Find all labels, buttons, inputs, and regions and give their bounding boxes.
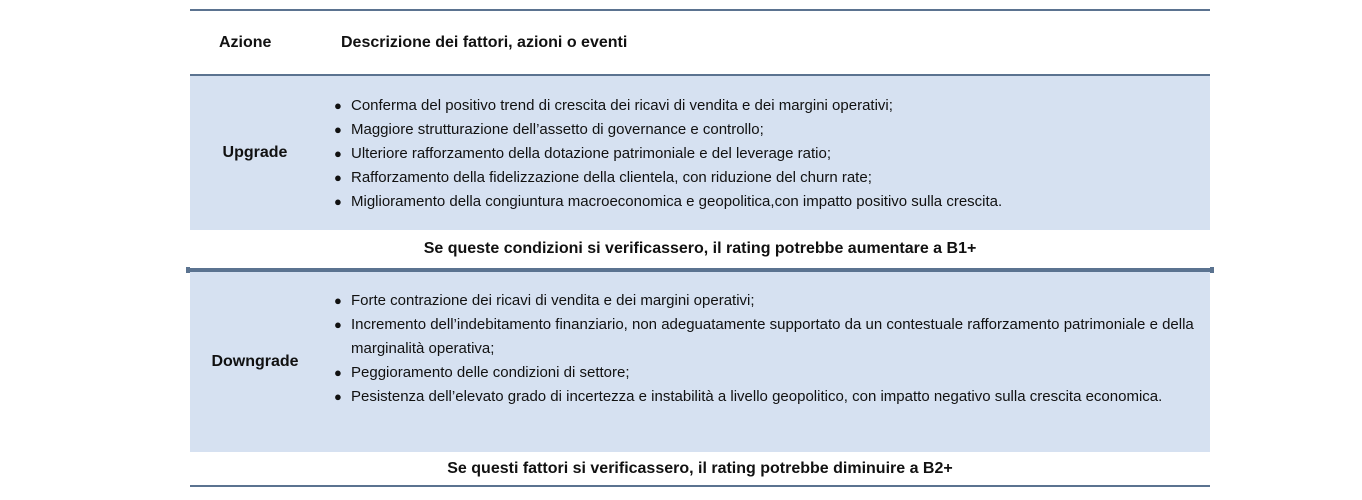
bullet-icon: ●: [334, 122, 342, 137]
bullet-icon: ●: [334, 389, 342, 404]
upgrade-conclusion: Se queste condizioni si verificassero, il rating potrebbe aumentare a B1+: [190, 230, 1210, 268]
upgrade-list: [320, 76, 1210, 230]
bullet-icon: ●: [334, 293, 342, 308]
list-item: ● Peggioramento delle condizioni di settore;: [351, 361, 1210, 385]
section-divider: [190, 268, 1210, 272]
list-item: ● Rafforzamento della fidelizzazione della clientela, con riduzione del churn rate;: [351, 166, 1210, 190]
upgrade-label: Upgrade: [222, 144, 288, 161]
downgrade-list: [320, 272, 1210, 452]
bullet-icon: ●: [334, 194, 342, 209]
downgrade-conclusion: Se questi fattori si verificassero, il rating potrebbe diminuire a B2+: [190, 452, 1210, 485]
list-item: ● Incremento dell’indebitamento finanziario, non adeguatamente supportato da un contestuale rafforzamento patrimoniale e della marginalità operativa;: [351, 313, 1210, 361]
header-description: Descrizione dei fattori, azioni o eventi: [341, 33, 628, 51]
rating-table: [190, 9, 1210, 487]
bottom-rule: [190, 485, 1210, 487]
header-action: Azione: [219, 33, 272, 51]
bullet-icon: ●: [334, 146, 342, 161]
bullet-icon: ●: [334, 365, 342, 380]
downgrade-section: [190, 272, 1210, 452]
header-row: [190, 11, 1210, 74]
list-item: ● Pesistenza dell’elevato grado di incertezza e instabilità a livello geopolitico, con impatto negativo sulla crescita economica.: [351, 385, 1210, 409]
list-item: ● Miglioramento della congiuntura macroeconomica e geopolitica,con impatto positivo sulla crescita.: [351, 190, 1210, 214]
downgrade-label: Downgrade: [211, 353, 299, 370]
list-item: ● Ulteriore rafforzamento della dotazione patrimoniale e del leverage ratio;: [351, 142, 1210, 166]
upgrade-section: [190, 76, 1210, 230]
list-item: ● Conferma del positivo trend di crescita dei ricavi di vendita e dei margini operativi;: [351, 94, 1210, 118]
bullet-icon: ●: [334, 317, 342, 332]
list-item: ● Forte contrazione dei ricavi di vendita e dei margini operativi;: [351, 289, 1210, 313]
bullet-icon: ●: [334, 170, 342, 185]
list-item: ● Maggiore strutturazione dell’assetto di governance e controllo;: [351, 118, 1210, 142]
bullet-icon: ●: [334, 98, 342, 113]
